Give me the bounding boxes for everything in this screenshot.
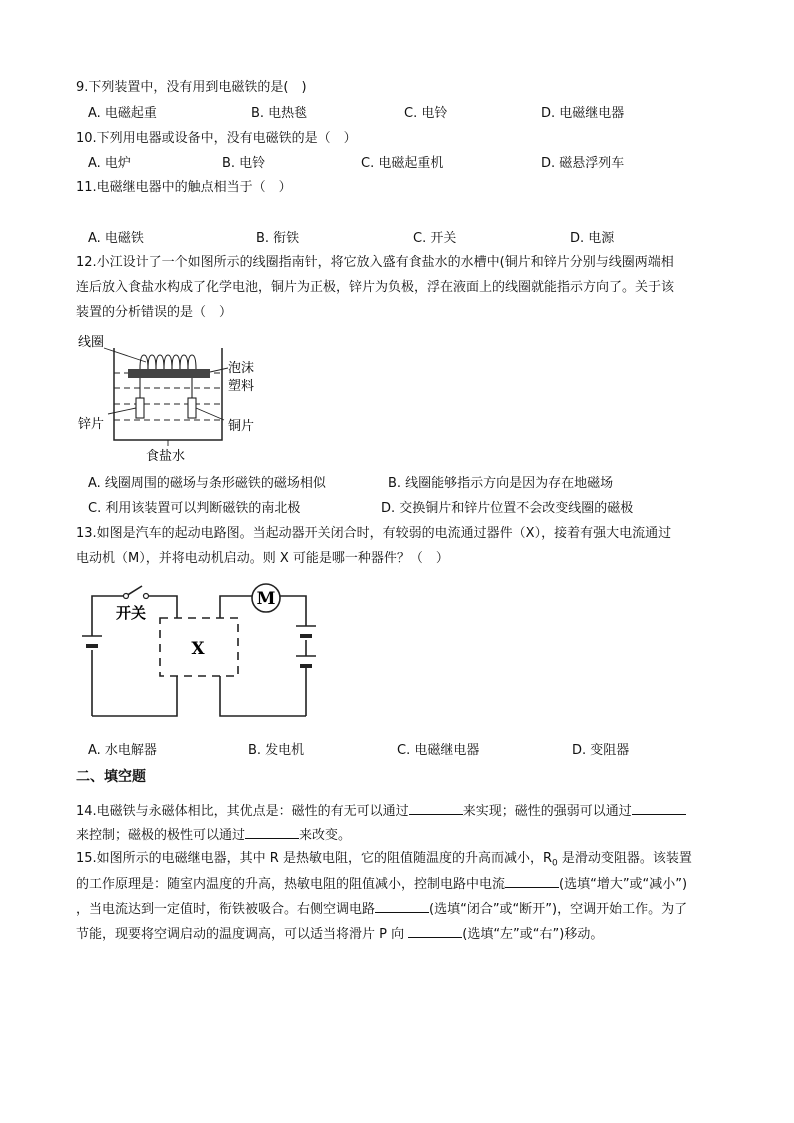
q12-label-zinc: 锌片 xyxy=(78,417,105,432)
q10-option-d: D. 磁悬浮列车 xyxy=(541,156,625,171)
q9-option-b: B. 电热毯 xyxy=(251,106,308,121)
q13-option-c: C. 电磁继电器 xyxy=(397,743,480,758)
q15-line-3 xyxy=(76,900,687,919)
q10-option-b: B. 电铃 xyxy=(222,156,266,171)
q13-label-motor: M xyxy=(256,589,276,609)
q12-option-a: A. 线圈周围的磁场与条形磁铁的磁场相似 xyxy=(88,476,326,491)
q15-text-2a: 的工作原理是：随室内温度的升高，热敏电阻的阻值减小，控制电路中电流 xyxy=(76,877,506,892)
q12-option-b: B. 线圈能够指示方向是因为存在地磁场 xyxy=(388,476,614,491)
q12-label-salt-water: 食盐水 xyxy=(146,449,186,464)
q11-option-d: D. 电源 xyxy=(570,231,615,246)
q13-stem-line-2: 电动机（M），并将电动机启动。则 X 可能是哪一种器件？（ ） xyxy=(76,551,449,566)
q12-stem-line-2: 连后放入食盐水构成了化学电池，铜片为正极，锌片为负极，浮在液面上的线圈就能指示方向了。关于该 xyxy=(76,280,675,295)
q14-text-2b: 来改变。 xyxy=(299,828,352,843)
q12-stem-line-1: 12.小江设计了一个如图所示的线圈指南针，将它放入盛有食盐水的水槽中(铜片和锌片分别与线圈两端相 xyxy=(76,255,674,270)
q13-label-switch: 开关 xyxy=(116,604,147,622)
q15-text-3a: ，当电流达到一定值时，衔铁被吸合。右侧空调电路 xyxy=(76,902,376,917)
q13-label-device-x: X xyxy=(191,639,205,659)
q15-line-4 xyxy=(76,925,603,944)
q15-blank-1 xyxy=(505,875,559,888)
q15-text-1b: 是滑动变阻器。该装置 xyxy=(557,851,692,866)
q15-text-1a: 15.如图所示的电磁继电器，其中 R 是热敏电阻，它的阻值随温度的升高而减小，R xyxy=(76,851,553,866)
q15-blank-2 xyxy=(375,900,429,913)
q14-blank-2 xyxy=(632,802,686,815)
q15-line-2 xyxy=(76,875,687,894)
q9-option-c: C. 电铃 xyxy=(404,106,448,121)
q13-stem-line-1: 13.如图是汽车的起动电路图。当起动器开关闭合时，有较弱的电流通过器件（X），接着有强大电流通过 xyxy=(76,526,672,541)
q15-text-3b: (选填“闭合”或“断开”)，空调开始工作。为了 xyxy=(429,902,688,917)
q10-stem: 10.下列用电器或设备中，没有电磁铁的是（ ） xyxy=(76,131,357,146)
q14-line-1 xyxy=(76,802,686,821)
q12-figure-coil-compass xyxy=(72,328,272,468)
q12-label-plastic: 塑料 xyxy=(228,379,255,394)
q11-option-c: C. 开关 xyxy=(413,231,457,246)
q11-option-b: B. 衔铁 xyxy=(256,231,300,246)
q10-option-a: A. 电炉 xyxy=(88,156,131,171)
q10-option-c: C. 电磁起重机 xyxy=(361,156,444,171)
q11-option-a: A. 电磁铁 xyxy=(88,231,144,246)
q12-stem-line-3: 装置的分析错误的是（ ） xyxy=(76,305,233,320)
q13-option-d: D. 变阻器 xyxy=(572,743,630,758)
q15-subscript-0: 0 xyxy=(552,858,558,869)
q14-line-2 xyxy=(76,826,351,845)
q13-option-a: A. 水电解器 xyxy=(88,743,157,758)
q15-text-2b: (选填“增大”或“减小”) xyxy=(559,877,688,892)
q13-option-b: B. 发电机 xyxy=(248,743,305,758)
q12-label-coil: 线圈 xyxy=(78,335,105,350)
q9-option-d: D. 电磁继电器 xyxy=(541,106,625,121)
q9-stem: 9.下列装置中，没有用到电磁铁的是( ) xyxy=(76,80,307,95)
q15-line-1 xyxy=(76,850,692,873)
q12-label-copper: 铜片 xyxy=(228,419,255,434)
q12-option-d: D. 交换铜片和锌片位置不会改变线圈的磁极 xyxy=(381,501,634,516)
q12-option-c: C. 利用该装置可以判断磁铁的南北极 xyxy=(88,501,301,516)
q11-stem: 11.电磁继电器中的触点相当于（ ） xyxy=(76,180,292,195)
q9-option-a: A. 电磁起重 xyxy=(88,106,157,121)
q14-text-1a: 14.电磁铁与永磁体相比，其优点是：磁性的有无可以通过 xyxy=(76,804,409,819)
q14-blank-1 xyxy=(409,802,463,815)
q13-figure-starter-circuit xyxy=(76,580,336,725)
q14-blank-3 xyxy=(245,826,299,839)
section-title-fill-in: 二、填空题 xyxy=(76,769,146,785)
q15-blank-3 xyxy=(408,925,462,938)
q15-text-4b: (选填“左”或“右”)移动。 xyxy=(462,927,604,942)
q12-label-foam: 泡沫 xyxy=(228,361,255,376)
q15-text-4a: 节能，现要将空调启动的温度调高，可以适当将滑片 P 向 xyxy=(76,927,409,942)
q14-text-2a: 来控制；磁极的极性可以通过 xyxy=(76,828,246,843)
q14-text-1b: 来实现；磁性的强弱可以通过 xyxy=(462,804,632,819)
